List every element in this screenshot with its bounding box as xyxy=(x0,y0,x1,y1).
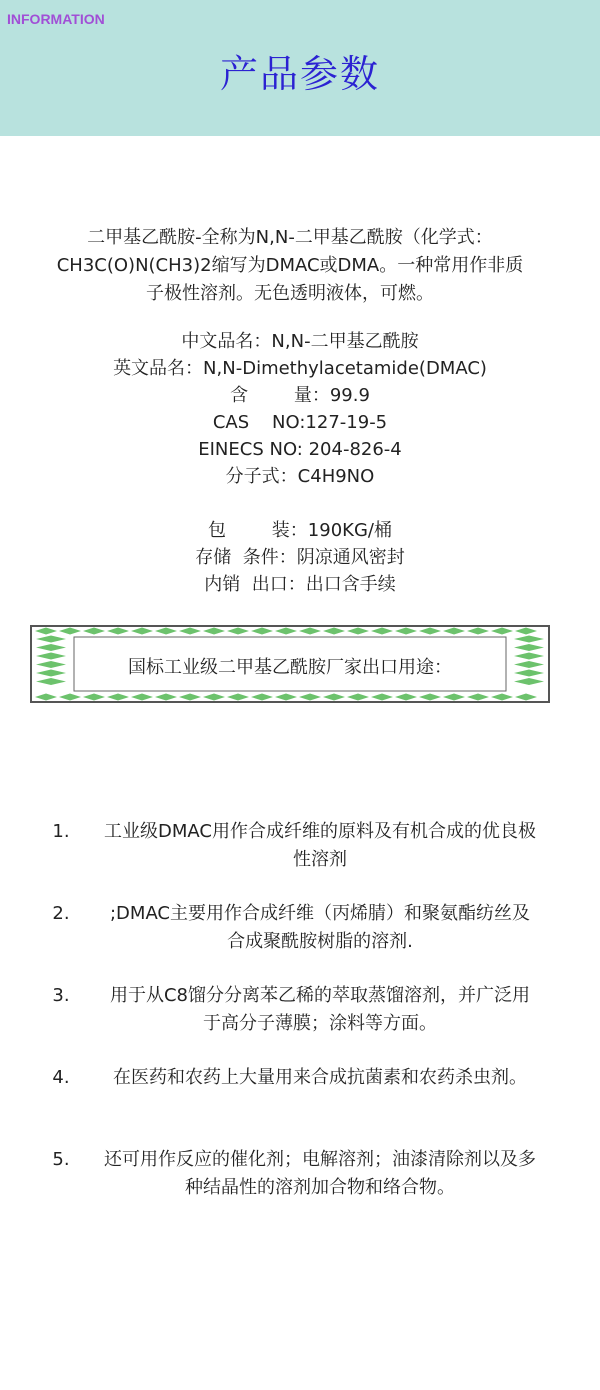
banner-heading: 国标工业级二甲基乙酰胺厂家出口用途： xyxy=(128,657,452,678)
list-number: 1. xyxy=(52,821,70,842)
spec-list xyxy=(0,328,600,490)
list-number: 4. xyxy=(52,1067,70,1088)
list-number: 2. xyxy=(52,903,70,924)
spec-cas: CAS NO:127-19-5 xyxy=(212,412,388,433)
information-tag: INFORMATION xyxy=(7,11,105,27)
spec-english-name: 英文品名：N,N-Dimethylacetamide(DMAC) xyxy=(113,358,487,379)
packaging-list xyxy=(0,517,600,598)
sales-line: 内销 出口：出口含手续 xyxy=(204,574,396,595)
list-number: 5. xyxy=(52,1149,70,1170)
spec-chinese-name: 中文品名：N,N-二甲基乙酰胺 xyxy=(181,331,419,352)
page-title: 产品参数 xyxy=(219,52,380,96)
list-text: 还可用作反应的催化剂；电解溶剂；油漆清除剂以及多种结晶性的溶剂加合物和络合物。 xyxy=(104,1149,536,1198)
storage-line: 存储 条件：阴凉通风密封 xyxy=(195,547,405,568)
spec-einecs: EINECS NO: 204-826-4 xyxy=(198,439,402,460)
section-banner xyxy=(30,625,550,703)
list-number: 3. xyxy=(52,985,70,1006)
list-text: 用于从C8馏分分离苯乙稀的萃取蒸馏溶剂，并广泛用于高分子薄膜；涂料等方面。 xyxy=(109,985,531,1034)
list-text: ;DMAC主要用作合成纤维（丙烯腈）和聚氨酯纺丝及合成聚酰胺树脂的溶剂. xyxy=(109,903,531,952)
spec-content: 含 量：99.9 xyxy=(230,385,370,406)
intro-paragraph: 二甲基乙酰胺-全称为N,N-二甲基乙酰胺（化学式：CH3C(O)N(CH3)2缩写为DMAC或DMA。一种常用作非质子极性溶剂。无色透明液体，可燃。 xyxy=(56,227,524,304)
packaging-line: 包 装：190KG/桶 xyxy=(208,520,392,541)
list-text: 工业级DMAC用作合成纤维的原料及有机合成的优良极性溶剂 xyxy=(104,821,536,870)
header-banner xyxy=(0,0,600,136)
spec-formula: 分子式：C4H9NO xyxy=(225,466,375,487)
list-text: 在医药和农药上大量用来合成抗菌素和农药杀虫剂。 xyxy=(113,1067,527,1088)
